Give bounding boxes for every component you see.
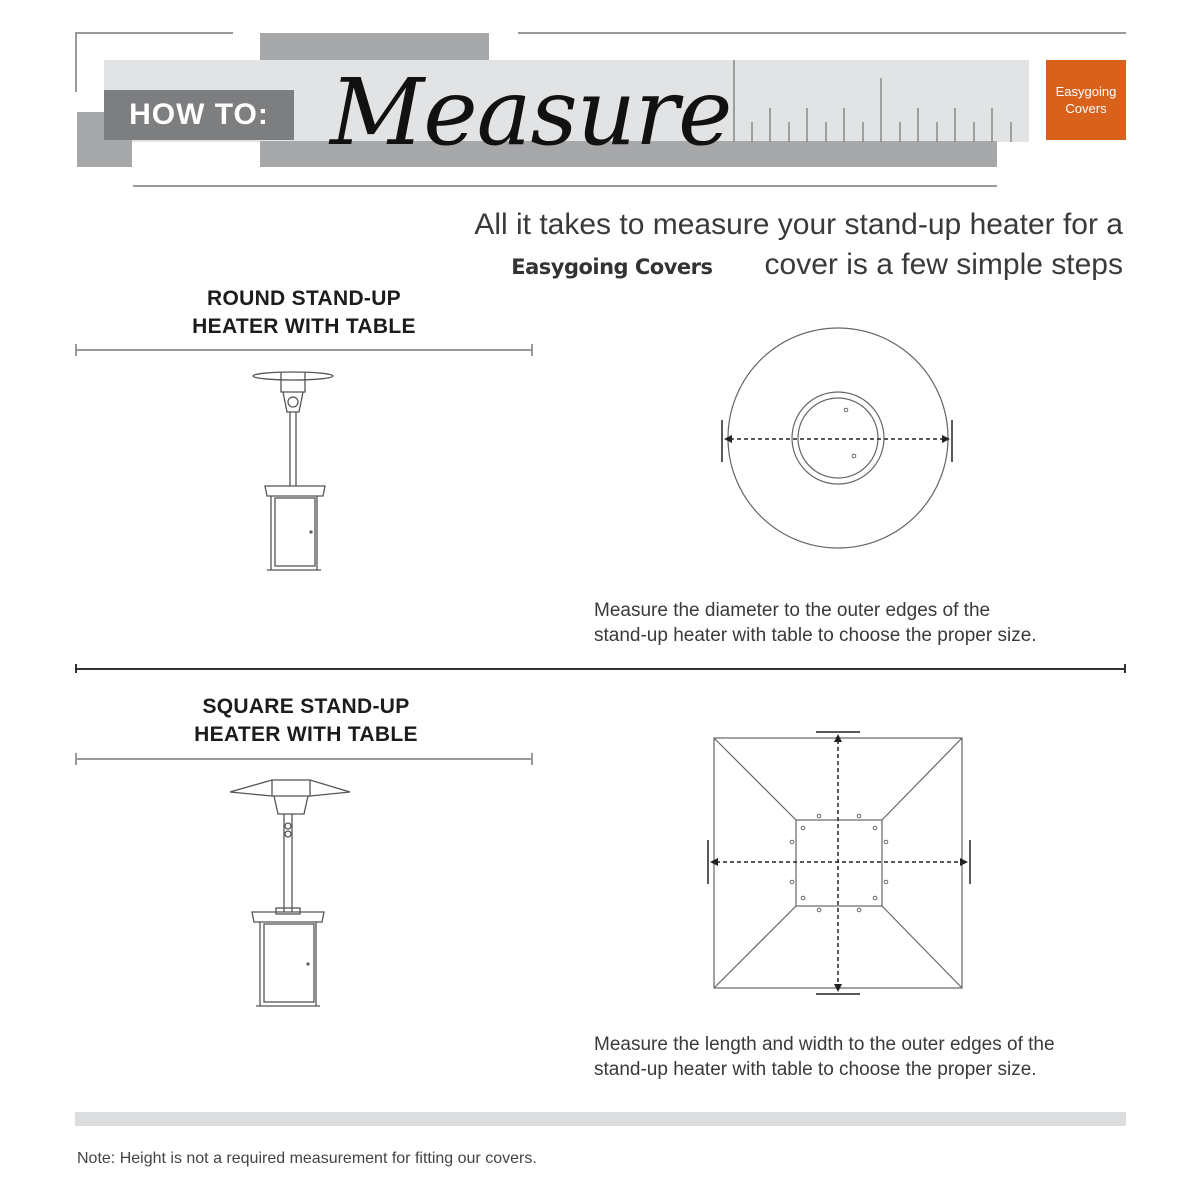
square-section-title xyxy=(76,693,536,749)
round-description xyxy=(594,598,1154,648)
header-bar-top xyxy=(260,33,489,61)
intro-line-1: All it takes to measure your stand-up heater for a xyxy=(474,208,1123,241)
page-title: Measure xyxy=(330,59,732,166)
square-title-line-1: SQUARE STAND-UP xyxy=(202,695,410,718)
how-to-badge: HOW TO: xyxy=(104,90,294,140)
brand-logo xyxy=(1046,60,1126,140)
ruler-icon xyxy=(732,60,1029,142)
square-desc-line-1: Measure the length and width to the outer edges of the xyxy=(594,1034,1055,1055)
square-description xyxy=(594,1032,1154,1082)
intro-brand: Easygoing Covers xyxy=(511,255,713,279)
bracket-line-top-left xyxy=(75,32,233,34)
round-desc-line-2: stand-up heater with table to choose the proper size. xyxy=(594,625,1037,646)
round-heater-icon xyxy=(245,362,345,574)
square-title-underline xyxy=(75,758,533,760)
round-top-view-diagram xyxy=(716,324,962,554)
intro-line-2: cover is a few simple steps xyxy=(764,248,1123,281)
bracket-line-top-right xyxy=(518,32,1126,34)
round-title-underline xyxy=(75,349,533,351)
logo-line-2: Covers xyxy=(1065,101,1107,116)
divider-cap-right xyxy=(1124,664,1126,673)
round-underline-cap-left xyxy=(75,344,77,356)
round-underline-cap-right xyxy=(531,344,533,356)
square-heater-icon xyxy=(228,774,352,1014)
bracket-line-left xyxy=(75,32,77,92)
round-title-line-2: HEATER WITH TABLE xyxy=(192,315,416,338)
bracket-line-bottom xyxy=(133,185,997,187)
square-top-view-diagram xyxy=(702,730,976,1000)
divider-cap-left xyxy=(75,664,77,673)
intro-text xyxy=(474,205,1123,287)
footer-bar xyxy=(75,1112,1126,1126)
round-title-line-1: ROUND STAND-UP xyxy=(207,287,401,310)
square-desc-line-2: stand-up heater with table to choose the proper size. xyxy=(594,1059,1037,1080)
square-title-line-2: HEATER WITH TABLE xyxy=(194,723,418,746)
square-underline-cap-left xyxy=(75,753,77,765)
round-desc-line-1: Measure the diameter to the outer edges of the xyxy=(594,600,991,621)
round-section-title xyxy=(74,285,534,341)
logo-line-1: Easygoing xyxy=(1055,84,1117,99)
section-divider xyxy=(75,668,1125,670)
footer-note: Note: Height is not a required measurement for fitting our covers. xyxy=(77,1150,537,1167)
square-underline-cap-right xyxy=(531,753,533,765)
